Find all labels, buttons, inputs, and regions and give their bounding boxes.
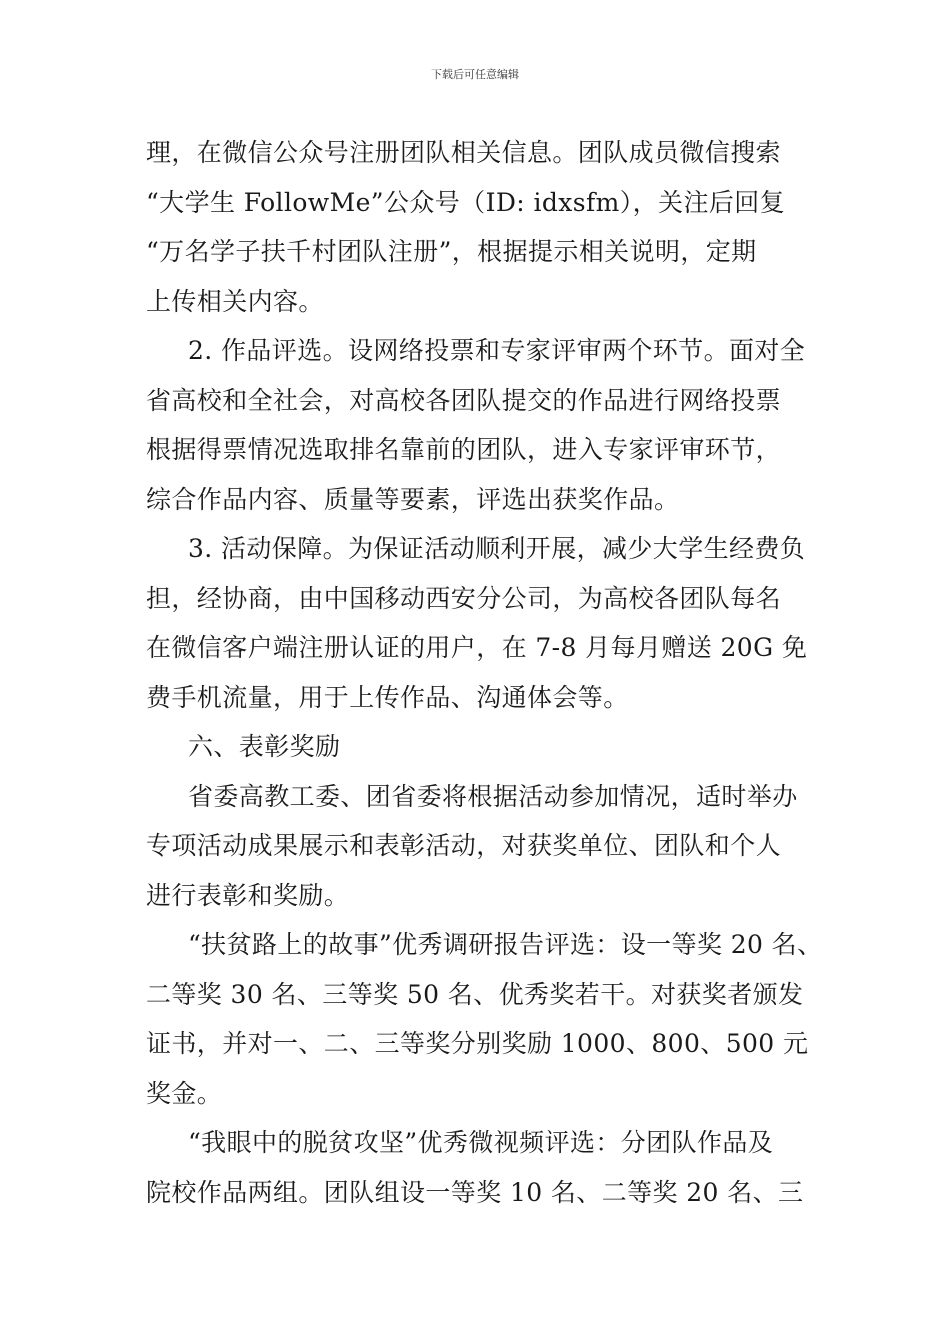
- text-line: 2. 作品评选。设网络投票和专家评审两个环节。面对全: [188, 336, 806, 365]
- text-line: 在微信客户端注册认证的用户，在 7-8 月每月赠送 20G 免: [146, 633, 808, 662]
- section-heading: 六、表彰奖励: [188, 732, 341, 761]
- text-line: 二等奖 30 名、三等奖 50 名、优秀奖若干。对获奖者颁发: [146, 979, 804, 1009]
- text-line: 综合作品内容、质量等要素，评选出获奖作品。: [146, 484, 680, 514]
- document-body: [146, 128, 823, 1217]
- text-line: “扶贫路上的故事”优秀调研报告评选：设一等奖 20 名、: [188, 930, 823, 959]
- text-line: 专项活动成果展示和表彰活动，对获奖单位、团队和个人: [146, 831, 782, 860]
- text-line: “万名学子扶千村团队注册”，根据提示相关说明，定期: [146, 237, 757, 266]
- text-line: 奖金。: [146, 1078, 223, 1108]
- text-line: 证书，并对一、二、三等奖分别奖励 1000、800、500 元: [146, 1029, 809, 1058]
- text-line: 院校作品两组。团队组设一等奖 10 名、二等奖 20 名、三: [146, 1177, 804, 1207]
- text-line: 担，经协商，由中国移动西安分公司，为高校各团队每名: [146, 583, 782, 613]
- text-line: 费手机流量，用于上传作品、沟通体会等。: [146, 682, 629, 712]
- text-line: 省高校和全社会，对高校各团队提交的作品进行网络投票: [146, 385, 782, 415]
- text-line: 省委高教工委、团省委将根据活动参加情况，适时举办: [188, 781, 798, 811]
- text-line: 上传相关内容。: [146, 286, 324, 316]
- text-line: 进行表彰和奖励。: [146, 880, 350, 910]
- text-line: 3. 活动保障。为保证活动顺利开展，减少大学生经费负: [188, 534, 806, 563]
- text-line: 理，在微信公众号注册团队相关信息。团队成员微信搜索: [146, 138, 782, 167]
- page-header: 下载后可任意编辑: [431, 68, 519, 81]
- text-line: “大学生 FollowMe”公众号（ID: idxsfm），关注后回复: [146, 187, 786, 217]
- text-line: “我眼中的脱贫攻坚”优秀微视频评选：分团队作品及: [188, 1128, 774, 1157]
- text-line: 根据得票情况选取排名靠前的团队，进入专家评审环节，: [146, 435, 782, 464]
